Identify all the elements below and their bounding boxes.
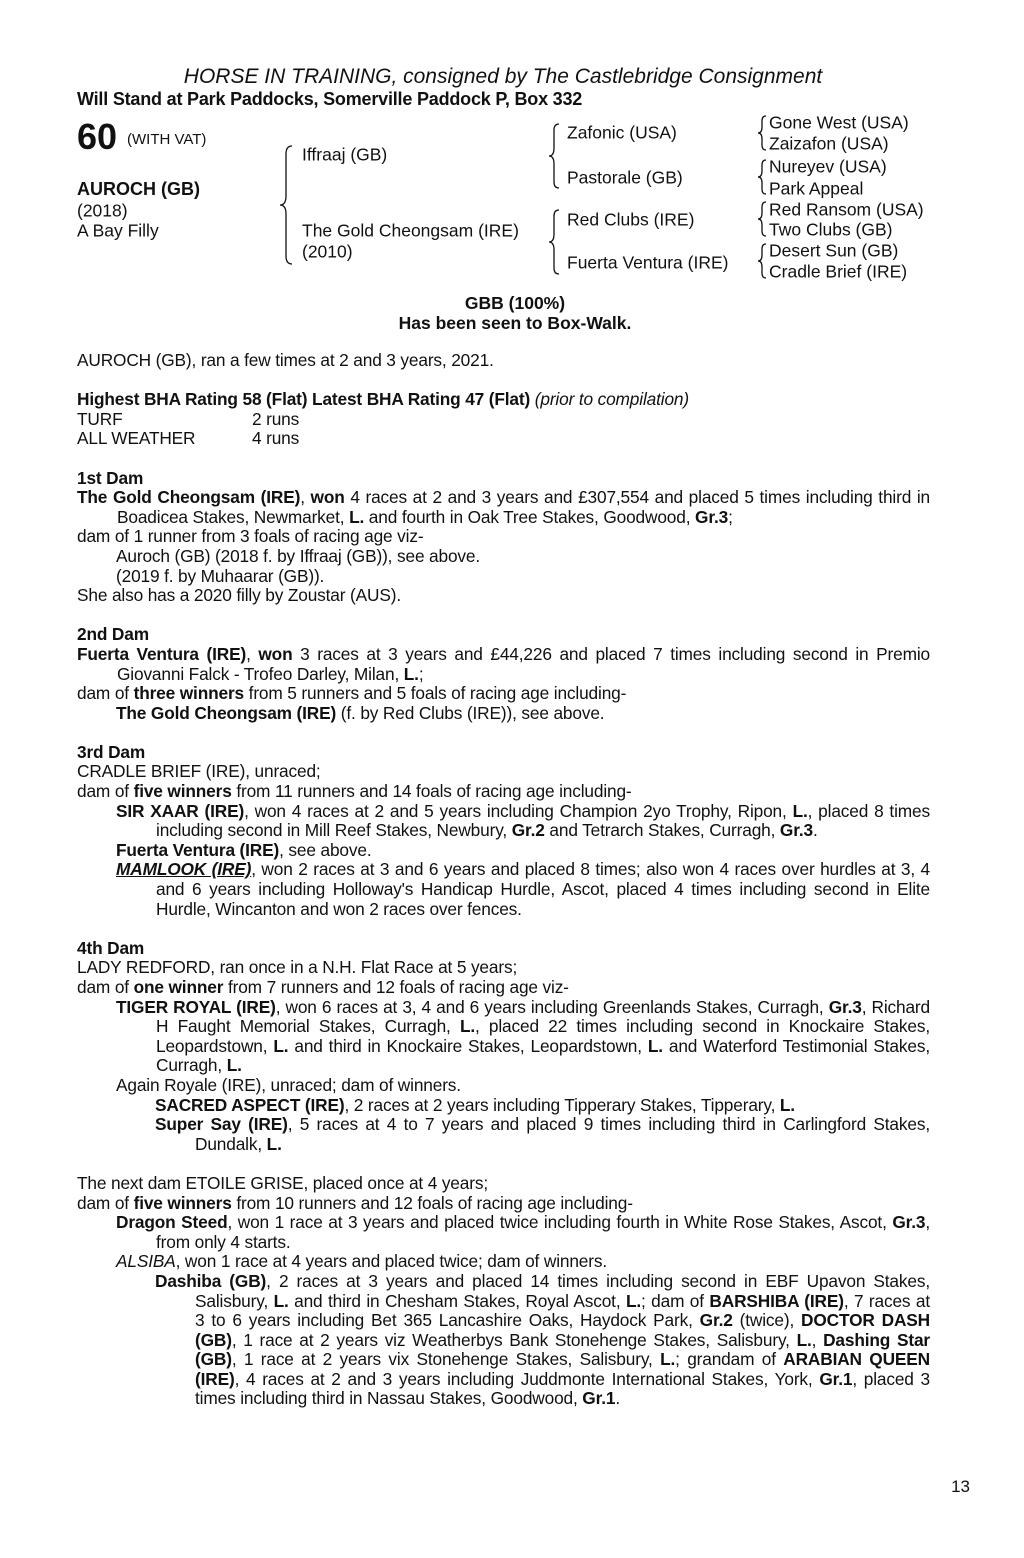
run-count: 4 runs bbox=[252, 428, 300, 449]
emphasis-run: one winner bbox=[133, 977, 224, 997]
pedigree-paragraph bbox=[116, 1213, 930, 1252]
emphasis-run: The Gold Cheongsam (IRE) bbox=[77, 487, 301, 508]
emphasis-run: L. bbox=[266, 1133, 282, 1154]
emphasis-run: Fuerta Ventura (IRE) bbox=[77, 643, 247, 664]
gbb-percentage: GBB (100%) bbox=[464, 293, 566, 313]
page-number: 13 bbox=[951, 1477, 970, 1496]
text-run: , placed 3 times including third in Nassau Stakes, Goodwood, bbox=[195, 1368, 930, 1409]
pedigree-paragraph bbox=[77, 978, 930, 998]
text-run: , 1 race at 2 years viz Weatherbys Bank Stonehenge Stakes, Salisbury, bbox=[231, 1329, 797, 1350]
pedigree-paragraph bbox=[77, 488, 930, 527]
emphasis-run: MAMLOOK (IRE) bbox=[116, 859, 252, 880]
runs-table bbox=[77, 410, 930, 449]
pedigree-paragraph bbox=[77, 469, 930, 489]
emphasis-run: 1st Dam bbox=[77, 467, 144, 488]
pedigree-paragraph bbox=[77, 958, 930, 978]
emphasis-run: L. bbox=[273, 1290, 289, 1311]
text-run: , bbox=[811, 1329, 824, 1350]
emphasis-run: L. bbox=[226, 1055, 242, 1076]
pedigree-paragraph bbox=[116, 860, 930, 919]
text-run: , won 1 race at 3 years and placed twice including fourth in White Rose Stakes, Ascot, bbox=[227, 1212, 893, 1233]
emphasis-run: ARABIAN QUEEN (IRE) bbox=[195, 1349, 930, 1389]
text-run: CRADLE BRIEF (IRE), unraced; bbox=[77, 761, 321, 782]
pedigree-section bbox=[77, 469, 930, 606]
emphasis-run: Dashing Star (GB) bbox=[195, 1329, 930, 1370]
emphasis-run: ALSIBA bbox=[116, 1251, 176, 1272]
headline: HORSE IN TRAINING, consigned by The Castlebridge Consignment bbox=[183, 65, 823, 88]
catalogue-body bbox=[77, 351, 930, 1429]
emphasis-run: 3rd Dam bbox=[77, 741, 146, 762]
text-run: and third in Chesham Stakes, Royal Ascot, bbox=[288, 1290, 626, 1311]
pedigree-paragraph bbox=[155, 1096, 930, 1116]
emphasis-run: Gr.3 bbox=[828, 996, 862, 1017]
pedigree-section bbox=[77, 1174, 930, 1409]
pedigree-paragraph bbox=[77, 586, 930, 606]
runs-row bbox=[77, 410, 930, 430]
text-run: from 11 runners and 14 foals of racing age including- bbox=[231, 781, 632, 802]
pedigree-paragraph bbox=[116, 704, 930, 724]
pedigree-paragraph bbox=[77, 684, 930, 704]
text-run: . bbox=[812, 820, 818, 841]
text-run: and Waterford Testimonial Stakes, Curragh, bbox=[156, 1035, 930, 1076]
text-run: , 5 races at 4 to 7 years and placed 9 times including third in Carlingford Stakes, Dundalk, bbox=[195, 1114, 930, 1154]
emphasis-run: L. bbox=[459, 1016, 475, 1037]
text-run: and third in Knockaire Stakes, Leopardstown, bbox=[288, 1035, 648, 1056]
pedigree-section bbox=[77, 625, 930, 723]
run-count: 2 runs bbox=[252, 408, 300, 429]
pedigree-paragraph bbox=[155, 1115, 930, 1154]
emphasis-run: Gr.2 bbox=[699, 1310, 733, 1331]
text-run: , from only 4 starts. bbox=[156, 1212, 930, 1252]
text-run: , won 6 races at 3, 4 and 6 years including Greenlands Stakes, Curragh, bbox=[275, 996, 829, 1017]
pedigree-paragraph bbox=[116, 802, 930, 841]
emphasis-run: TIGER ROYAL (IRE) bbox=[116, 996, 276, 1017]
ancestor-gen3: Desert Sun (GB) bbox=[769, 240, 899, 261]
text-run: . bbox=[615, 1388, 620, 1409]
emphasis-run: 4th Dam bbox=[77, 937, 145, 958]
emphasis-run: Gr.2 bbox=[511, 820, 545, 841]
emphasis-run: Dashiba (GB) bbox=[155, 1270, 267, 1291]
text-run: from 7 runners and 12 foals of racing age viz- bbox=[223, 977, 569, 997]
pedigree-section bbox=[77, 939, 930, 1155]
pedigree-paragraph bbox=[77, 1194, 930, 1214]
pedigree-paragraph bbox=[116, 1252, 930, 1272]
grandsire-paternal: Zafonic (USA) bbox=[567, 122, 677, 143]
text-run: ; dam of bbox=[641, 1290, 710, 1311]
emphasis-run: won bbox=[310, 487, 345, 508]
text-run: , bbox=[246, 643, 259, 664]
text-run: (f. by Red Clubs (IRE)), see above. bbox=[336, 702, 605, 723]
text-run: Again Royale (IRE), unraced; dam of winners. bbox=[116, 1074, 461, 1095]
pedigree-section bbox=[77, 743, 930, 919]
pedigree-paragraph bbox=[116, 1076, 930, 1096]
pedigree-paragraph bbox=[77, 939, 930, 959]
text-run: , 4 races at 2 and 3 years including Juddmonte International Stakes, York, bbox=[234, 1368, 820, 1389]
ancestor-gen3: Park Appeal bbox=[769, 178, 864, 199]
text-run: , won 2 races at 3 and 6 years and placed 8 times; also won 4 races over hurdles at 3, 4 and 6 years including Holloway's Handicap Hurdle, Ascot, placed 4 times including second in Elite Hurdle, Wincanton and won 2 races over fences. bbox=[156, 859, 931, 919]
emphasis-run: five winners bbox=[133, 781, 232, 802]
ancestor-gen3: Zaizafon (USA) bbox=[769, 133, 889, 154]
surface: ALL WEATHER bbox=[77, 428, 196, 449]
pedigree-paragraph bbox=[155, 1272, 930, 1409]
emphasis-run: Gr.1 bbox=[582, 1388, 616, 1409]
text-run: ; bbox=[728, 506, 733, 527]
runs-row bbox=[77, 429, 930, 449]
text-run: , 2 races at 2 years including Tipperary Stakes, Tipperary, bbox=[344, 1094, 780, 1115]
emphasis-run: Super Say (IRE) bbox=[155, 1114, 288, 1135]
ancestor-gen3: Gone West (USA) bbox=[769, 112, 909, 133]
text-run: (2019 f. by Muhaarar (GB)). bbox=[116, 565, 325, 586]
pedigree-paragraph bbox=[77, 1174, 930, 1194]
ancestor-gen3: Two Clubs (GB) bbox=[769, 219, 893, 240]
rating-line bbox=[77, 390, 930, 410]
text-run: dam of bbox=[77, 781, 134, 802]
emphasis-run: Gr.1 bbox=[819, 1368, 853, 1389]
lot-number: 60 bbox=[77, 116, 118, 157]
rating-note: (prior to compilation) bbox=[530, 389, 689, 410]
emphasis-run: DOCTOR DASH (GB) bbox=[195, 1310, 931, 1350]
pedigree-paragraph bbox=[77, 645, 930, 684]
text-run: Auroch (GB) (2018 f. by Iffraaj (GB)), see above. bbox=[116, 545, 481, 566]
emphasis-run: five winners bbox=[133, 1192, 232, 1213]
pedigree-paragraph bbox=[116, 567, 930, 587]
text-run: 4 races at 2 and 3 years and £307,554 and placed 5 times including third in Boadicea Stakes, Newmarket, bbox=[117, 487, 930, 527]
text-run: , 7 races at 3 to 6 years including Bet 365 Lancashire Oaks, Haydock Park, bbox=[195, 1290, 930, 1331]
pedigree-paragraph bbox=[77, 625, 930, 645]
dam: The Gold Cheongsam (IRE) bbox=[302, 220, 519, 241]
horse-name: AUROCH (GB) bbox=[77, 179, 200, 199]
text-run: She also has a 2020 filly by Zoustar (AUS). bbox=[77, 585, 401, 606]
emphasis-run: Gr.3 bbox=[695, 506, 729, 527]
emphasis-run: L. bbox=[779, 1094, 795, 1115]
text-run: LADY REDFORD, ran once in a N.H. Flat Race at 5 years; bbox=[77, 957, 518, 978]
text-run: The next dam ETOILE GRISE, placed once at 4 years; bbox=[77, 1172, 488, 1193]
sire: Iffraaj (GB) bbox=[302, 144, 388, 165]
text-run: , placed 8 times including second in Mill Reef Stakes, Newbury, bbox=[156, 800, 930, 841]
ancestor-gen3: Cradle Brief (IRE) bbox=[769, 261, 908, 282]
pedigree-paragraph bbox=[77, 782, 930, 802]
pedigree-paragraph bbox=[77, 762, 930, 782]
pedigree-paragraph bbox=[116, 841, 930, 861]
emphasis-run: won bbox=[258, 643, 293, 664]
text-run: dam of bbox=[77, 1192, 134, 1213]
pedigree-paragraph bbox=[77, 743, 930, 763]
box-walk-note: Has been seen to Box-Walk. bbox=[398, 313, 632, 333]
text-run: (twice), bbox=[732, 1310, 802, 1331]
text-run: , bbox=[300, 487, 311, 508]
pedigree-paragraph bbox=[116, 998, 930, 1076]
text-run: ; grandam of bbox=[675, 1349, 784, 1370]
emphasis-run: three winners bbox=[133, 683, 245, 704]
ancestor-gen3: Red Ransom (USA) bbox=[769, 199, 924, 220]
bha-ratings: Highest BHA Rating 58 (Flat) Latest BHA Rating 47 (Flat) bbox=[77, 389, 531, 410]
text-run: ; bbox=[418, 663, 424, 684]
emphasis-run: L. bbox=[349, 506, 365, 527]
granddam-paternal: Pastorale (GB) bbox=[567, 167, 683, 188]
text-run: dam of bbox=[77, 977, 134, 997]
emphasis-run: Fuerta Ventura (IRE) bbox=[116, 839, 280, 860]
vat-note: (WITH VAT) bbox=[127, 131, 207, 148]
horse-year: (2018) bbox=[77, 200, 128, 221]
emphasis-run: The Gold Cheongsam (IRE) bbox=[116, 702, 337, 723]
emphasis-run: Gr.3 bbox=[892, 1212, 926, 1233]
text-run: and fourth in Oak Tree Stakes, Goodwood, bbox=[364, 506, 696, 527]
text-run: , won 4 races at 2 and 5 years including Champion 2yo Trophy, Ripon, bbox=[244, 800, 793, 821]
text-run: from 10 runners and 12 foals of racing age including- bbox=[231, 1192, 633, 1213]
race-summary: AUROCH (GB), ran a few times at 2 and 3 years, 2021. bbox=[77, 350, 494, 370]
text-run: 3 races at 3 years and £44,226 and placed 7 times including second in Premio Giovanni Falck - Trofeo Darley, Milan, bbox=[117, 643, 930, 684]
emphasis-run: SACRED ASPECT (IRE) bbox=[155, 1094, 345, 1115]
text-run: dam of bbox=[77, 683, 134, 704]
dam-sections bbox=[77, 469, 930, 1410]
emphasis-run: 2nd Dam bbox=[77, 624, 149, 645]
dam-year: (2010) bbox=[302, 241, 353, 262]
emphasis-run: L. bbox=[625, 1290, 642, 1311]
surface: TURF bbox=[77, 408, 123, 429]
emphasis-run: L. bbox=[796, 1329, 812, 1350]
text-run: and Tetrarch Stakes, Curragh, bbox=[544, 820, 780, 841]
emphasis-run: L. bbox=[647, 1035, 663, 1056]
pedigree-paragraph bbox=[77, 527, 930, 547]
horse-description: A Bay Filly bbox=[77, 220, 159, 241]
text-run: , placed 22 times including second in Knockaire Stakes, Leopardstown, bbox=[156, 1016, 931, 1056]
text-run: , Richard H Faught Memorial Stakes, Curragh, bbox=[156, 996, 930, 1037]
emphasis-run: BARSHIBA (IRE) bbox=[709, 1290, 844, 1311]
emphasis-run: SIR XAAR (IRE) bbox=[116, 800, 245, 821]
emphasis-run: L. bbox=[273, 1035, 289, 1056]
grandsire-maternal: Red Clubs (IRE) bbox=[567, 209, 695, 230]
text-run: dam of 1 runner from 3 foals of racing age viz- bbox=[77, 526, 424, 547]
text-run: from 5 runners and 5 foals of racing age including- bbox=[244, 683, 627, 704]
stand-location: Will Stand at Park Paddocks, Somerville Paddock P, Box 332 bbox=[77, 89, 583, 109]
text-run: , see above. bbox=[279, 839, 372, 860]
emphasis-run: L. bbox=[792, 800, 808, 821]
emphasis-run: Dragon Steed bbox=[116, 1212, 228, 1233]
granddam-maternal: Fuerta Ventura (IRE) bbox=[567, 252, 729, 273]
emphasis-run: L. bbox=[403, 663, 419, 684]
emphasis-run: L. bbox=[660, 1349, 676, 1370]
emphasis-run: Gr.3 bbox=[779, 820, 813, 841]
text-run: , won 1 race at 4 years and placed twice; dam of winners. bbox=[175, 1251, 608, 1272]
pedigree-paragraph bbox=[116, 547, 930, 567]
text-run: , 2 races at 3 years and placed 14 times including second in EBF Upavon Stakes, Salisbury, bbox=[195, 1270, 930, 1311]
ancestor-gen3: Nureyev (USA) bbox=[769, 156, 887, 177]
text-run: , 1 race at 2 years vix Stonehenge Stakes, Salisbury, bbox=[231, 1349, 661, 1370]
